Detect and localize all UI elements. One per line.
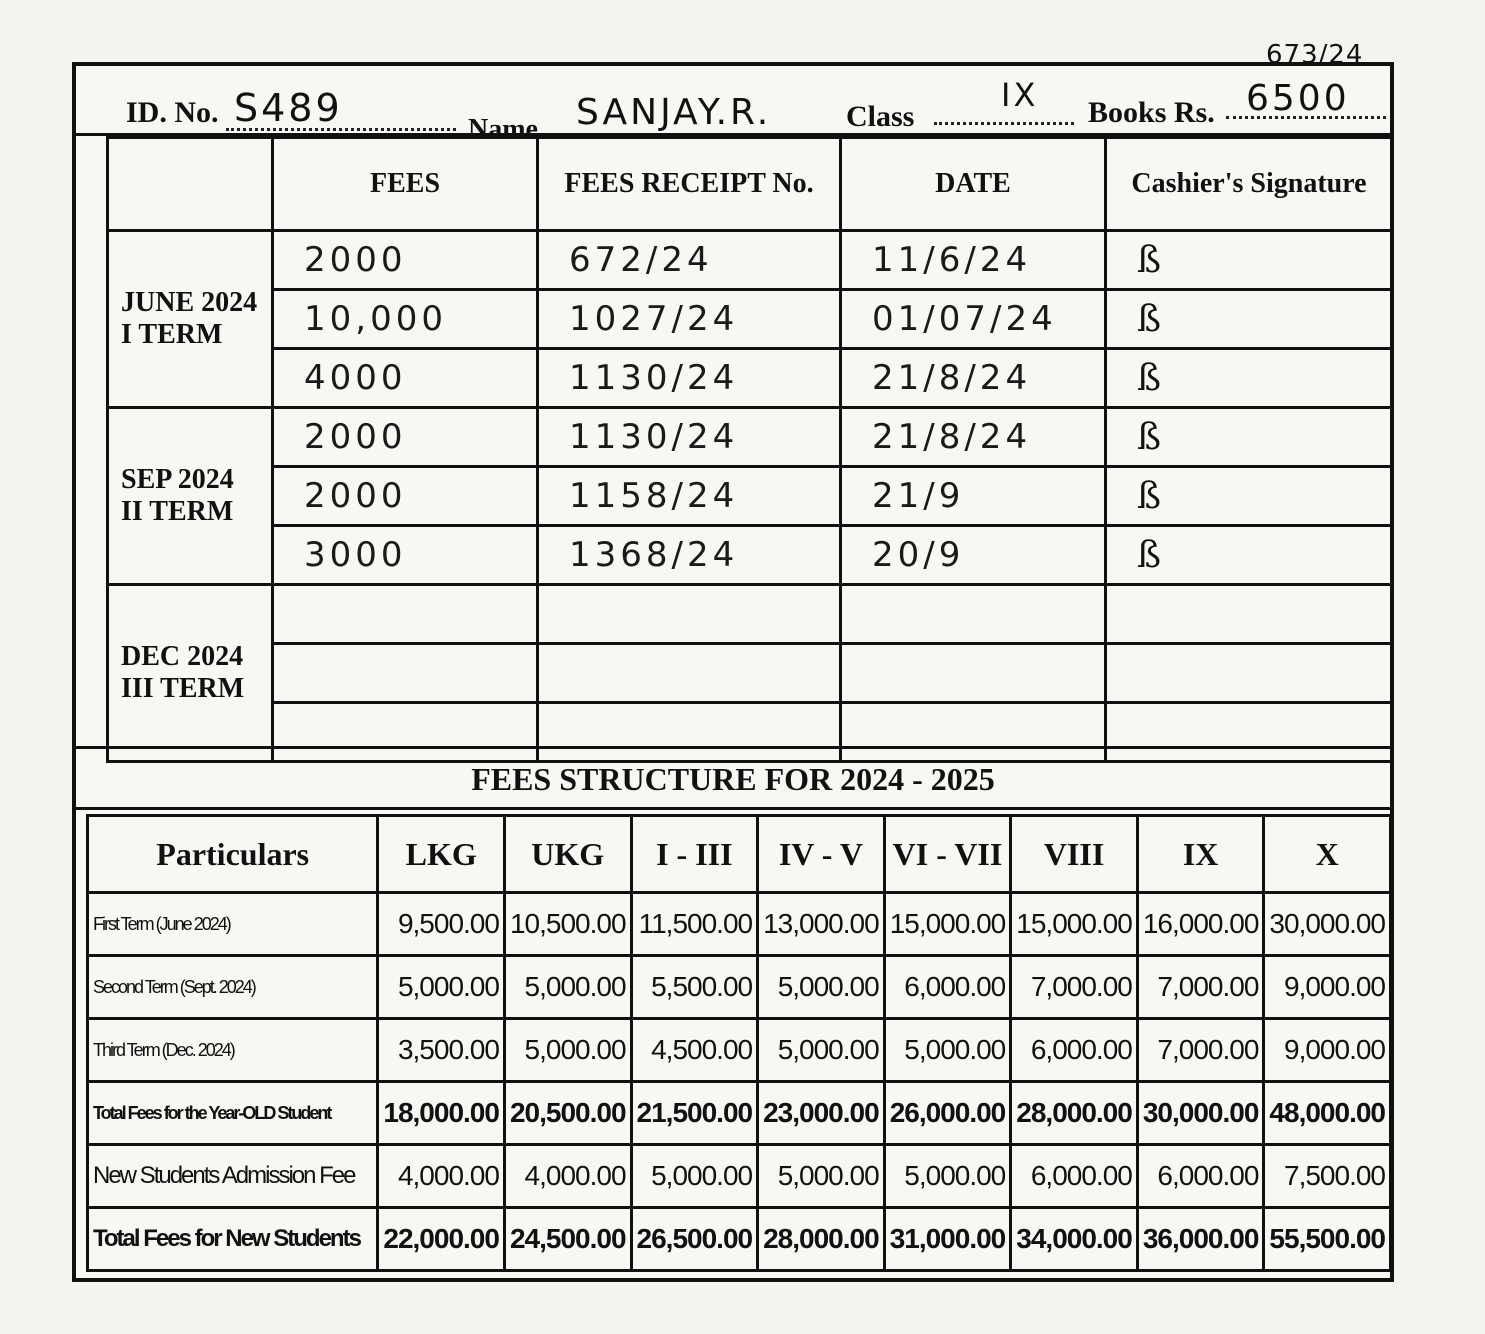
term-label <box>108 231 273 408</box>
term-month: DEC 2024 <box>121 641 244 672</box>
receipt-row <box>108 290 1393 349</box>
fee-amount-cell: 4,500.00 <box>631 1019 758 1082</box>
fee-amount-cell: 24,500.00 <box>504 1208 631 1271</box>
fee-amount-cell: 3,500.00 <box>378 1019 505 1082</box>
date-cell: 21/8/24 <box>841 349 1106 408</box>
class-column-header: X <box>1264 816 1391 893</box>
fees-receipt-table <box>106 136 1394 763</box>
receipt-row <box>108 231 1393 290</box>
signature-cell: ß <box>1106 408 1393 467</box>
date-cell: 11/6/24 <box>841 231 1106 290</box>
receipt-no-cell <box>538 644 841 703</box>
particulars-cell: Third Term (Dec. 2024) <box>88 1019 378 1082</box>
fee-amount-cell: 7,000.00 <box>1011 956 1138 1019</box>
fee-amount-cell: 6,000.00 <box>1011 1145 1138 1208</box>
fee-amount-cell: 5,000.00 <box>631 1145 758 1208</box>
fee-amount-cell: 22,000.00 <box>378 1208 505 1271</box>
fee-amount-cell: 34,000.00 <box>1011 1208 1138 1271</box>
signature-cell: ß <box>1106 467 1393 526</box>
fee-amount-cell: 11,500.00 <box>631 893 758 956</box>
fee-amount-cell: 4,000.00 <box>378 1145 505 1208</box>
receipt-no-cell: 1368/24 <box>538 526 841 585</box>
structure-header-row <box>88 816 1391 893</box>
date-header: DATE <box>841 138 1106 231</box>
date-cell: 21/8/24 <box>841 408 1106 467</box>
fee-amount-cell: 15,000.00 <box>1011 893 1138 956</box>
id-dots <box>226 128 456 131</box>
fee-amount-cell: 28,000.00 <box>1011 1082 1138 1145</box>
receipt-no-cell <box>538 585 841 644</box>
books-receipt: 673/24 <box>1266 40 1364 70</box>
fees-cell <box>273 644 538 703</box>
fee-amount-cell: 9,000.00 <box>1264 1019 1391 1082</box>
class-column-header: LKG <box>378 816 505 893</box>
books-value: 6500 <box>1246 78 1350 119</box>
fee-amount-cell: 48,000.00 <box>1264 1082 1391 1145</box>
particulars-cell: New Students Admission Fee <box>88 1145 378 1208</box>
cashier-signature-header: Cashier's Signature <box>1106 138 1393 231</box>
fee-amount-cell: 21,500.00 <box>631 1082 758 1145</box>
receipt-no-cell: 1158/24 <box>538 467 841 526</box>
receipt-no-header: FEES RECEIPT No. <box>538 138 841 231</box>
fee-amount-cell: 15,000.00 <box>884 893 1011 956</box>
receipt-no-cell: 1027/24 <box>538 290 841 349</box>
structure-row <box>88 1208 1391 1271</box>
structure-row <box>88 893 1391 956</box>
fee-amount-cell: 26,500.00 <box>631 1208 758 1271</box>
fees-header: FEES <box>273 138 538 231</box>
fees-cell: 4000 <box>273 349 538 408</box>
fee-amount-cell: 20,500.00 <box>504 1082 631 1145</box>
class-column-header: UKG <box>504 816 631 893</box>
class-column-header: VI - VII <box>884 816 1011 893</box>
fees-structure-table <box>86 814 1392 1272</box>
class-column-header: IX <box>1137 816 1264 893</box>
structure-row <box>88 956 1391 1019</box>
fee-amount-cell: 28,000.00 <box>758 1208 885 1271</box>
fee-amount-cell: 5,000.00 <box>758 956 885 1019</box>
signature-cell <box>1106 585 1393 644</box>
student-header <box>76 40 1390 145</box>
receipt-row <box>108 467 1393 526</box>
name-value: SANJAY.R. <box>576 92 772 133</box>
term-month: SEP 2024 <box>121 464 234 495</box>
signature-cell <box>1106 644 1393 703</box>
fee-amount-cell: 5,000.00 <box>884 1019 1011 1082</box>
structure-row <box>88 1145 1391 1208</box>
date-cell: 20/9 <box>841 526 1106 585</box>
fees-cell <box>273 585 538 644</box>
particulars-cell: Total Fees for New Students <box>88 1208 378 1271</box>
fee-amount-cell: 36,000.00 <box>1137 1208 1264 1271</box>
fees-cell: 3000 <box>273 526 538 585</box>
fee-amount-cell: 7,000.00 <box>1137 956 1264 1019</box>
fee-amount-cell: 5,000.00 <box>504 956 631 1019</box>
receipt-no-cell: 1130/24 <box>538 349 841 408</box>
fee-amount-cell: 10,500.00 <box>504 893 631 956</box>
fee-amount-cell: 6,000.00 <box>884 956 1011 1019</box>
receipt-no-cell: 672/24 <box>538 231 841 290</box>
class-column-header: VIII <box>1011 816 1138 893</box>
receipt-row <box>108 408 1393 467</box>
particulars-cell: Second Term (Sept. 2024) <box>88 956 378 1019</box>
fee-amount-cell: 6,000.00 <box>1011 1019 1138 1082</box>
fee-amount-cell: 7,500.00 <box>1264 1145 1391 1208</box>
term-name: III TERM <box>121 673 245 704</box>
fee-amount-cell: 30,000.00 <box>1264 893 1391 956</box>
date-cell: 01/07/24 <box>841 290 1106 349</box>
term-label <box>108 408 273 585</box>
receipt-body <box>108 231 1393 762</box>
fee-amount-cell: 9,500.00 <box>378 893 505 956</box>
name-label: Name <box>468 114 538 145</box>
class-column-header: IV - V <box>758 816 885 893</box>
receipt-no-cell: 1130/24 <box>538 408 841 467</box>
date-cell: 21/9 <box>841 467 1106 526</box>
signature-cell: ß <box>1106 290 1393 349</box>
fee-amount-cell: 5,500.00 <box>631 956 758 1019</box>
fee-amount-cell: 5,000.00 <box>758 1145 885 1208</box>
receipt-row <box>108 349 1393 408</box>
fees-cell: 10,000 <box>273 290 538 349</box>
signature-cell: ß <box>1106 349 1393 408</box>
term-label <box>108 585 273 762</box>
class-label: Class <box>846 100 915 133</box>
term-name: I TERM <box>121 319 223 350</box>
particulars-header: Particulars <box>88 816 378 893</box>
fee-amount-cell: 9,000.00 <box>1264 956 1391 1019</box>
structure-row <box>88 1019 1391 1082</box>
fee-amount-cell: 5,000.00 <box>884 1145 1011 1208</box>
receipt-row <box>108 585 1393 644</box>
fee-amount-cell: 23,000.00 <box>758 1082 885 1145</box>
fees-cell: 2000 <box>273 408 538 467</box>
fee-amount-cell: 31,000.00 <box>884 1208 1011 1271</box>
date-cell <box>841 644 1106 703</box>
signature-cell: ß <box>1106 231 1393 290</box>
term-header <box>108 138 273 231</box>
particulars-cell: Total Fees for the Year-OLD Student <box>88 1082 378 1145</box>
signature-cell: ß <box>1106 526 1393 585</box>
fee-amount-cell: 5,000.00 <box>504 1019 631 1082</box>
structure-body <box>88 893 1391 1271</box>
fee-amount-cell: 18,000.00 <box>378 1082 505 1145</box>
structure-row <box>88 1082 1391 1145</box>
class-dots <box>934 122 1074 125</box>
id-value: S489 <box>234 86 343 130</box>
fee-amount-cell: 6,000.00 <box>1137 1145 1264 1208</box>
fee-amount-cell: 4,000.00 <box>504 1145 631 1208</box>
class-column-header: I - III <box>631 816 758 893</box>
fee-amount-cell: 30,000.00 <box>1137 1082 1264 1145</box>
fee-amount-cell: 55,500.00 <box>1264 1208 1391 1271</box>
fee-amount-cell: 5,000.00 <box>378 956 505 1019</box>
fees-structure-title: FEES STRUCTURE FOR 2024 - 2025 <box>76 746 1390 810</box>
books-dots <box>1226 116 1386 119</box>
class-value: IX <box>1001 76 1039 114</box>
date-cell <box>841 585 1106 644</box>
term-name: II TERM <box>121 496 234 527</box>
books-label: Books Rs. <box>1088 96 1215 129</box>
fee-card <box>72 40 1394 1282</box>
fee-amount-cell: 16,000.00 <box>1137 893 1264 956</box>
fees-cell: 2000 <box>273 231 538 290</box>
particulars-cell: First Term (June 2024) <box>88 893 378 956</box>
fee-amount-cell: 26,000.00 <box>884 1082 1011 1145</box>
receipt-header-row <box>108 138 1393 231</box>
fee-amount-cell: 13,000.00 <box>758 893 885 956</box>
id-label: ID. No. <box>126 96 219 129</box>
term-month: JUNE 2024 <box>121 287 258 318</box>
fees-cell: 2000 <box>273 467 538 526</box>
fee-amount-cell: 7,000.00 <box>1137 1019 1264 1082</box>
receipt-row <box>108 644 1393 703</box>
receipt-row <box>108 526 1393 585</box>
fee-amount-cell: 5,000.00 <box>758 1019 885 1082</box>
